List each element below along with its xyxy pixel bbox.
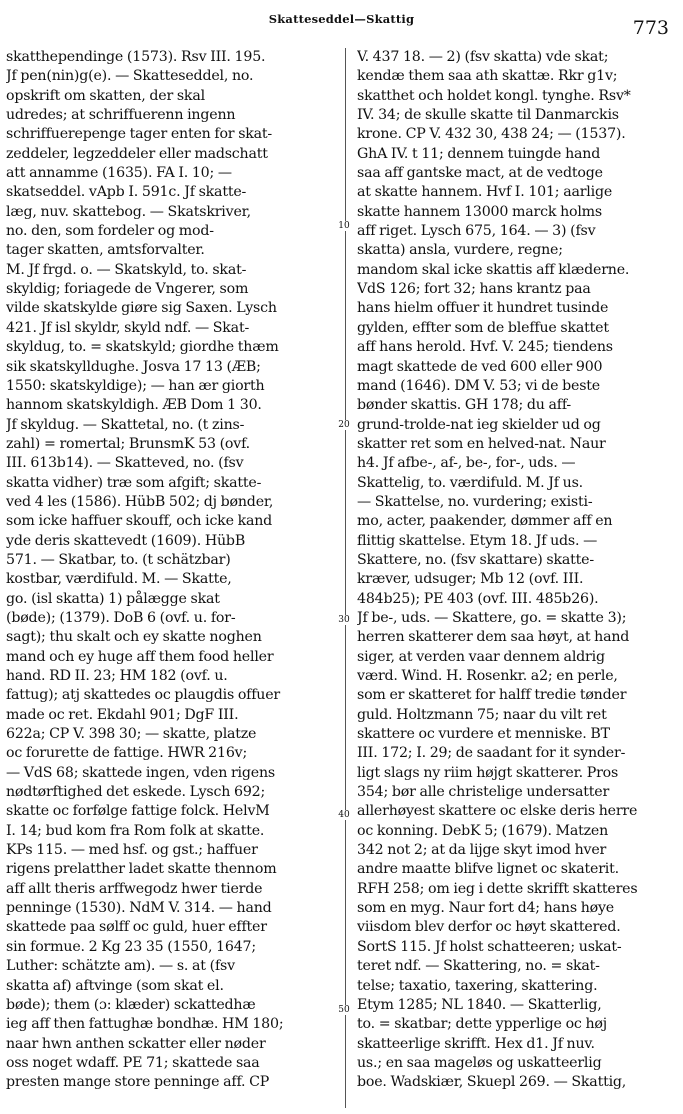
right-column <box>357 48 675 1093</box>
text-line: 571. — Skatbar, to. (t schätzbar) <box>6 551 231 568</box>
text-line: III. 613b14). — Skatteved, no. (fsv <box>6 455 244 472</box>
text-line: skatta af) aftvinge (som skat el. <box>6 977 224 994</box>
text-line: Jf skyldug. — Skattetal, no. (t zins- <box>6 416 245 433</box>
text-line: att annamme (1635). FA I. 10; — <box>6 165 232 182</box>
text-line: GhA IV. t 11; dennem tuingde hand <box>357 145 601 162</box>
text-line: IV. 34; de skulle skatte til Danmarckis <box>357 107 619 124</box>
text-line: Jf pen(nin)g(e). — Skatteseddel, no. <box>6 68 254 85</box>
text-line: sin formue. 2 Kg 23 35 (1550, 1647; <box>6 938 256 955</box>
text-line: oc forurette de fattige. HWR 216v; <box>6 745 248 762</box>
left-column <box>6 48 332 1093</box>
text-line: zahl) = romertal; BrunsmK 53 (ovf. <box>6 435 250 452</box>
text-line: som icke haffuer skouff, och icke kand <box>6 513 273 530</box>
text-line: 342 not 2; at da lijge skyt imod hver <box>357 842 607 859</box>
text-line: hand. RD II. 23; HM 182 (ovf. u. <box>6 668 228 684</box>
text-line: hannom skatskyldigh. ÆB Dom 1 30. <box>6 397 262 414</box>
text-line: oc konning. DebK 5; (1679). Matzen <box>357 822 609 839</box>
text-line: SortS 115. Jf holst schatteeren; uskat- <box>357 938 622 955</box>
text-line: guld. Holtzmann 75; naar du vilt ret <box>357 706 607 723</box>
text-line: udredes; at schriffuerenn ingenn <box>6 107 236 124</box>
text-line: ieg aff then fattughæ bondhæ. HM 180; <box>6 1016 284 1033</box>
text-line: viisdom blev derfor oc høyt skattered. <box>357 919 621 936</box>
text-line: kendæ them saa ath skattæ. Rkr g1v; <box>357 68 618 85</box>
text-line: I. 14; bud kom fra Rom folk at skatte. <box>6 822 265 839</box>
text-line: siger, at verden vaar dennem aldrig <box>357 648 605 665</box>
text-line: som en myg. Naur fort d4; hans høye <box>357 900 614 917</box>
text-line: skattede paa sølff oc guld, huer effter <box>6 919 267 936</box>
text-line: Luther: schätzte am). — s. at (fsv <box>6 958 235 975</box>
page-number: 773 <box>632 17 669 39</box>
text-line: — Skattelse, no. vurdering; existi- <box>357 493 593 510</box>
text-line: læg, nuv. skattebog. — Skatskriver, <box>6 203 251 220</box>
text-line: mandom skal icke skattis aff klæderne. <box>357 261 630 278</box>
text-line: RFH 258; om ieg i dette skrifft skatteres <box>357 880 638 897</box>
text-line: opskrift om skatten, der skal <box>6 87 205 104</box>
text-line: ligt slags ny riim højgt skatterer. Pros <box>357 764 619 781</box>
text-line: 354; bør alle christelige undersatter <box>357 784 610 801</box>
text-line: 484b25); PE 403 (ovf. III. 485b26). <box>357 590 599 607</box>
line-number-marker: 30 <box>334 615 354 625</box>
text-line: ved 4 les (1586). HübB 502; dj bønder, <box>6 493 274 510</box>
text-line: mand (1646). DM V. 53; vi de beste <box>357 377 600 394</box>
text-line: skatta) ansla, vurdere, regne; <box>357 242 563 259</box>
text-line: skatte oc forfølge fattige folck. HelvM <box>6 803 270 820</box>
text-line: flittig skattelse. Etym 18. Jf uds. — <box>357 532 598 549</box>
text-line: skatta vidher) træ som afgift; skatte- <box>6 474 262 491</box>
text-line: skyldug, to. = skatskyld; giordhe thæm <box>6 339 279 356</box>
text-line: allerhøyest skattere oc elske deris herre <box>357 803 638 820</box>
text-line: skatter ret som en helved-nat. Naur <box>357 435 606 452</box>
text-line: skyldig; foriagede de Vngerer, som <box>6 281 249 298</box>
text-line: presten mange store penninge aff. CP <box>6 1074 270 1091</box>
text-line: Skattelig, to. værdifuld. M. Jf us. <box>357 474 583 491</box>
text-line: — VdS 68; skattede ingen, vden rigens <box>6 764 275 781</box>
text-line: no. den, som fordeler og mod- <box>6 223 214 240</box>
text-line: sik skatskylldughe. Josva 17 13 (ÆB; <box>6 358 261 375</box>
text-line: mo, acter, paakender, dømmer aff en <box>357 513 613 530</box>
text-line: teret ndf. — Skattering, no. = skat- <box>357 958 600 975</box>
text-line: III. 172; I. 29; de saadant for it synder- <box>357 745 626 762</box>
line-number-marker: 20 <box>334 420 354 430</box>
text-line: KPs 115. — med hsf. og gst.; haffuer <box>6 842 258 859</box>
text-line: 421. Jf isl skyldr, skyld ndf. — Skat- <box>6 319 250 336</box>
text-line: kostbar, værdifuld. M. — Skatte, <box>6 571 232 588</box>
text-line: gylden, effter som de bleffue skattet <box>357 319 609 336</box>
text-line: herren skatterer dem saa høyt, at hand <box>357 629 630 646</box>
text-line: skatthet och holdet kongl. tynghe. Rsv* <box>357 87 631 104</box>
text-line: Jf be-, uds. — Skattere, go. = skatte 3); <box>357 609 627 626</box>
text-line: aff allt theris arffwegodz hwer tierde <box>6 880 263 897</box>
page-header <box>0 6 683 39</box>
text-line: skatte hannem 13000 marck holms <box>357 203 603 220</box>
text-line: skatteerlige skrifft. Hex d1. Jf nuv. <box>357 1035 595 1052</box>
text-line: Etym 1285; NL 1840. — Skatterlig, <box>357 996 602 1013</box>
text-line: oss noget wdaff. PE 71; skattede saa <box>6 1054 260 1071</box>
text-line: andre maatte blifve lignet oc skaterit. <box>357 861 619 878</box>
text-line: naar hwn anthen sckatter eller nøder <box>6 1035 266 1052</box>
text-line: som er skatteret for halff tredie tønder <box>357 687 627 704</box>
text-line: Skattere, no. (fsv skattare) skatte- <box>357 551 594 568</box>
text-line: h4. Jf afbe-, af-, be-, for-, uds. — <box>357 455 576 472</box>
line-number-marker: 10 <box>334 221 354 231</box>
running-head: Skatteseddel—Skattig <box>268 12 415 26</box>
text-line: kræver, udsuger; Mb 12 (ovf. III. <box>357 571 584 588</box>
text-line: aff hans herold. Hvf. V. 245; tiendens <box>357 339 613 356</box>
text-line: (bøde); (1379). DoB 6 (ovf. u. for- <box>6 609 236 626</box>
text-line: M. Jf frgd. o. — Skatskyld, to. skat- <box>6 261 247 278</box>
text-line: VdS 126; fort 32; hans krantz paa <box>357 281 591 298</box>
text-line: grund-trolde-nat ieg skielder ud og <box>357 416 601 433</box>
text-line: magt skattede de ved 600 eller 900 <box>357 358 603 375</box>
text-line: skattere oc vurdere et menniske. BT <box>357 726 610 743</box>
text-line: at skatte hannem. Hvf I. 101; aarlige <box>357 184 613 201</box>
text-line: go. (isl skatta) 1) pålægge skat <box>6 590 220 607</box>
text-line: tager skatten, amtsforvalter. <box>6 242 205 259</box>
text-line: penninge (1530). NdM V. 314. — hand <box>6 900 272 917</box>
text-line: bøde); them (ɔ: klæder) sckattedhæ <box>6 996 256 1013</box>
text-line: hans hielm offuer it hundret tusinde <box>357 300 609 317</box>
text-line: yde deris skattevedt (1609). HübB <box>6 532 246 549</box>
text-line: zeddeler, legzeddeler eller madschatt <box>6 145 268 162</box>
text-line: us.; en saa mageløs og uskatteerlig <box>357 1054 602 1071</box>
line-number-marker: 40 <box>334 810 354 820</box>
text-line: skatseddel. vApb I. 591c. Jf skatte- <box>6 184 247 201</box>
text-line: V. 437 18. — 2) (fsv skatta) vde skat; <box>357 49 609 65</box>
text-line: 1550: skatskyldige); — han ær giorth <box>6 377 265 394</box>
text-line: sagt); thu skalt och ey skatte noghen <box>6 629 262 646</box>
column-divider <box>345 48 346 1108</box>
text-line: made oc ret. Ekdahl 901; DgF III. <box>6 706 239 723</box>
text-line: værd. Wind. H. Rosenkr. a2; en perle, <box>357 668 618 684</box>
text-line: 622a; CP V. 398 30; — skatte, platze <box>6 726 257 743</box>
text-line: skatthependinge (1573). Rsv III. 195. <box>6 49 266 65</box>
text-line: aff riget. Lysch 675, 164. — 3) (fsv <box>357 223 596 240</box>
text-line: vilde skatskylde giøre sig Saxen. Lysch <box>6 300 277 317</box>
text-line: schriffuerepenge tager enten for skat- <box>6 126 273 143</box>
text-line: fattug); atj skattedes oc plaugdis offuer <box>6 687 280 704</box>
text-line: telse; taxatio, taxering, skattering. <box>357 977 598 994</box>
text-line: bønder skattis. GH 178; du aff- <box>357 397 571 414</box>
text-line: mand och ey huge aff them food heller <box>6 648 274 665</box>
text-line: to. = skatbar; dette ypperlige oc høj <box>357 1016 607 1033</box>
text-line: krone. CP V. 432 30, 438 24; — (1537). <box>357 126 626 143</box>
text-line: saa aff gantske mact, at de vedtoge <box>357 165 603 182</box>
text-line: nødtørftighed det eskede. Lysch 692; <box>6 784 266 801</box>
line-number-marker: 50 <box>334 1005 354 1015</box>
text-line: rigens prelatther ladet skatte thennom <box>6 861 277 878</box>
text-line: boe. Wadskiær, Skuepl 269. — Skattig, <box>357 1074 627 1091</box>
